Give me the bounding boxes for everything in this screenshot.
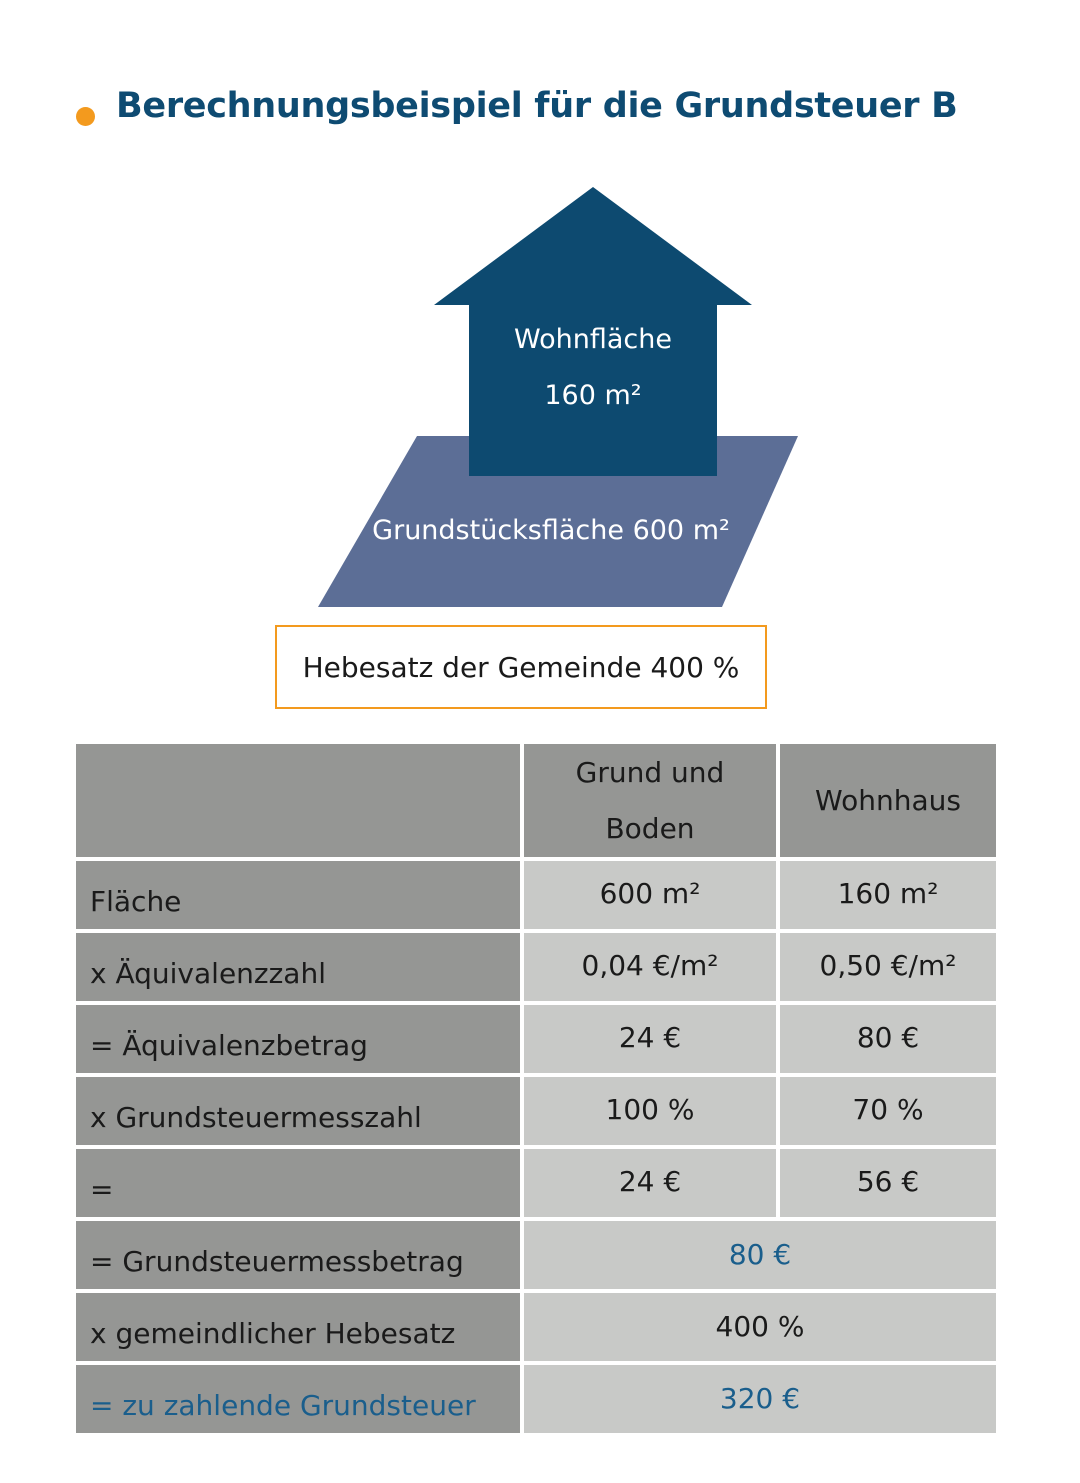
table-row: [76, 1077, 996, 1145]
row-label-aequivalenzzahl: x Äquivalenzzahl: [76, 933, 520, 1001]
table-row: [76, 861, 996, 929]
row-label-hebesatz: x gemeindlicher Hebesatz: [76, 1293, 520, 1361]
row-value-messbetrag: 80 €: [524, 1221, 996, 1289]
row-label-flaeche: Fläche: [76, 861, 520, 929]
row-label-equals: =: [76, 1149, 520, 1217]
table-row-total: [76, 1365, 996, 1433]
table-row: [76, 933, 996, 1001]
table-row: [76, 1221, 996, 1289]
row-value-grund: 600 m²: [524, 861, 776, 929]
row-label-grundsteuer: = zu zahlende Grundsteuer: [76, 1365, 520, 1433]
table-header-row: [76, 744, 996, 857]
row-value-grund: 24 €: [524, 1005, 776, 1073]
row-value-grundsteuer: 320 €: [524, 1365, 996, 1433]
house-area: 160 m²: [544, 380, 642, 411]
table-row: [76, 1149, 996, 1217]
row-value-grund: 24 €: [524, 1149, 776, 1217]
row-label-grundsteuermessbetrag: = Grundsteuermessbetrag: [76, 1221, 520, 1289]
row-value-wohnhaus: 56 €: [780, 1149, 996, 1217]
row-value-wohnhaus: 160 m²: [780, 861, 996, 929]
header-wohnhaus: Wohnhaus: [780, 744, 996, 857]
table-row: [76, 1293, 996, 1361]
header-grund-line1: Grund und: [575, 755, 725, 789]
row-value-wohnhaus: 0,50 €/m²: [780, 933, 996, 1001]
house-label: Wohnfläche: [514, 324, 672, 355]
row-value-grund: 0,04 €/m²: [524, 933, 776, 1001]
row-value-wohnhaus: 70 %: [780, 1077, 996, 1145]
rate-box: Hebesatz der Gemeinde 400 %: [275, 625, 767, 709]
row-value-wohnhaus: 80 €: [780, 1005, 996, 1073]
page-title: Berechnungsbeispiel für die Grundsteuer B: [116, 86, 958, 126]
plot-label: Grundstücksfläche 600 m²: [372, 515, 730, 546]
calculation-table: [72, 740, 1000, 1437]
table-row: [76, 1005, 996, 1073]
row-label-grundsteuermesszahl: x Grundsteuermesszahl: [76, 1077, 520, 1145]
row-value-hebesatz: 400 %: [524, 1293, 996, 1361]
house-illustration: [0, 0, 1080, 720]
header-grund-line2: Boden: [605, 811, 695, 845]
row-value-grund: 100 %: [524, 1077, 776, 1145]
row-label-aequivalenzbetrag: = Äquivalenzbetrag: [76, 1005, 520, 1073]
header-grund-und-boden: [524, 744, 776, 857]
header-empty-cell: [76, 744, 520, 857]
